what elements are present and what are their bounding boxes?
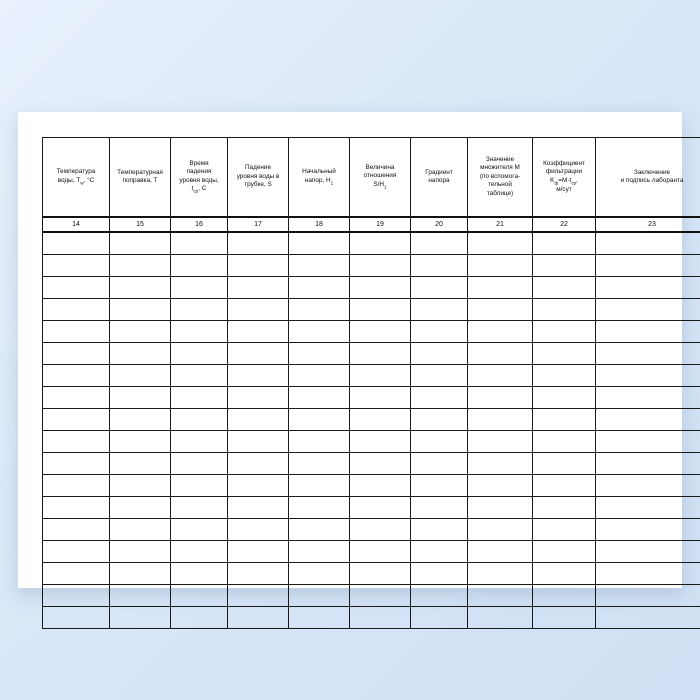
table-cell[interactable] [171,431,228,453]
table-cell[interactable] [596,519,700,541]
table-cell[interactable] [596,497,700,519]
table-cell[interactable] [171,519,228,541]
table-cell[interactable] [533,255,596,277]
table-row [43,343,700,365]
header-line: Заключение [633,168,671,176]
table-container [42,137,684,629]
table-cell[interactable] [596,607,700,629]
table-cell[interactable] [228,607,289,629]
table-cell[interactable] [350,299,411,321]
table-cell[interactable] [468,321,533,343]
table-cell[interactable] [350,409,411,431]
table-cell[interactable] [533,232,596,255]
table-row [43,365,700,387]
table-cell[interactable] [289,453,350,475]
table-cell[interactable] [468,541,533,563]
column-number-row [43,217,700,232]
table-cell[interactable] [43,585,110,607]
table-cell[interactable] [468,299,533,321]
table-cell[interactable] [468,365,533,387]
table-cell[interactable] [411,563,468,585]
table-cell[interactable] [350,497,411,519]
table-cell[interactable] [228,541,289,563]
table-cell[interactable] [468,563,533,585]
table-cell[interactable] [289,277,350,299]
table-cell[interactable] [228,409,289,431]
table-row [43,563,700,585]
table-cell[interactable] [596,299,700,321]
table-cell[interactable] [228,475,289,497]
table-row [43,431,700,453]
table-cell[interactable] [533,365,596,387]
table-cell[interactable] [411,607,468,629]
table-row [43,453,700,475]
table-cell[interactable] [43,321,110,343]
table-cell[interactable] [43,387,110,409]
table-cell[interactable] [350,519,411,541]
table-cell[interactable] [350,277,411,299]
table-cell[interactable] [468,232,533,255]
table-cell[interactable] [110,321,171,343]
table-cell[interactable] [228,232,289,255]
column-header-ratio [350,138,411,218]
table-cell[interactable] [110,299,171,321]
table-cell[interactable] [411,409,468,431]
table-cell[interactable] [411,497,468,519]
table-cell[interactable] [533,299,596,321]
table-cell[interactable] [228,431,289,453]
column-header-temperature-water [43,138,110,218]
table-cell[interactable] [533,519,596,541]
table-cell[interactable] [411,585,468,607]
table-cell[interactable] [411,453,468,475]
table-cell[interactable] [43,607,110,629]
table-row [43,299,700,321]
header-line: поправка, T [122,177,158,184]
table-cell[interactable] [171,541,228,563]
column-header-water-level-drop [228,138,289,218]
header-line: Градиент [425,168,453,176]
table-cell[interactable] [43,255,110,277]
table-cell[interactable] [350,232,411,255]
header-line: таблице) [486,189,514,197]
table-cell[interactable] [350,321,411,343]
table-cell[interactable] [596,387,700,409]
table-cell[interactable] [289,607,350,629]
table-cell[interactable] [43,519,110,541]
table-cell[interactable] [411,232,468,255]
header-line: уровня воды, [179,176,219,184]
table-cell[interactable] [468,387,533,409]
table-cell[interactable] [533,431,596,453]
table-cell[interactable] [596,409,700,431]
table-cell[interactable] [228,365,289,387]
table-cell[interactable] [289,321,350,343]
table-cell[interactable] [289,497,350,519]
header-line: Температурная [117,168,163,176]
table-cell[interactable] [43,431,110,453]
table-cell[interactable] [533,277,596,299]
table-cell[interactable] [596,365,700,387]
table-cell[interactable] [596,541,700,563]
table-cell[interactable] [228,497,289,519]
table-cell[interactable] [596,563,700,585]
header-line: Время [189,159,209,167]
table-cell[interactable] [228,563,289,585]
table-cell[interactable] [171,277,228,299]
table-cell[interactable] [411,475,468,497]
table-cell[interactable] [533,541,596,563]
table-cell[interactable] [110,607,171,629]
table-body [43,232,700,629]
table-cell[interactable] [110,232,171,255]
header-line: тельной [488,181,512,189]
column-number: 23 [596,217,700,232]
table-cell[interactable] [110,409,171,431]
table-cell[interactable] [411,299,468,321]
header-line: м/сут [556,185,572,193]
table-cell[interactable] [289,431,350,453]
table-cell[interactable] [468,497,533,519]
table-row [43,255,700,277]
table-cell[interactable] [596,277,700,299]
column-header-fall-time [171,138,228,218]
table-cell[interactable] [171,321,228,343]
table-cell[interactable] [468,277,533,299]
table-cell[interactable] [228,387,289,409]
table-cell[interactable] [411,541,468,563]
table-cell[interactable] [110,519,171,541]
table-cell[interactable] [289,563,350,585]
table-cell[interactable] [533,321,596,343]
table-cell[interactable] [228,321,289,343]
table-cell[interactable] [468,431,533,453]
table-cell[interactable] [289,343,350,365]
table-cell[interactable] [468,409,533,431]
table-cell[interactable] [350,431,411,453]
table-cell[interactable] [228,299,289,321]
header-line: Начальный [302,168,336,176]
filtration-log-table [42,137,700,629]
table-cell[interactable] [350,365,411,387]
table-cell[interactable] [533,563,596,585]
table-cell[interactable] [289,365,350,387]
table-cell[interactable] [43,475,110,497]
table-cell[interactable] [468,453,533,475]
table-cell[interactable] [171,232,228,255]
header-line: $t_{ср}$, C [191,185,207,194]
table-cell[interactable] [350,585,411,607]
column-number: 22 [533,217,596,232]
header-line: множителя M [480,164,520,172]
table-cell[interactable] [110,497,171,519]
table-cell[interactable] [411,365,468,387]
header-line: уровня воды в [236,172,280,180]
table-row [43,497,700,519]
table-cell[interactable] [350,607,411,629]
table-row [43,607,700,629]
table-cell[interactable] [289,519,350,541]
column-number: 14 [43,217,110,232]
table-cell[interactable] [596,585,700,607]
table-cell[interactable] [43,409,110,431]
table-cell[interactable] [171,409,228,431]
header-row [43,138,700,218]
header-line: (по вспомога- [479,172,521,180]
table-cell[interactable] [43,343,110,365]
table-cell[interactable] [411,255,468,277]
header-line: напора [428,177,450,184]
table-row [43,519,700,541]
table-cell[interactable] [468,255,533,277]
table-cell[interactable] [533,585,596,607]
table-head [43,138,700,233]
column-header-multiplier-m [468,138,533,218]
table-cell[interactable] [228,453,289,475]
table-cell[interactable] [171,343,228,365]
header-line: отношения [363,172,397,180]
table-cell[interactable] [110,277,171,299]
column-number: 17 [228,217,289,232]
table-cell[interactable] [411,277,468,299]
header-line: Значение [485,155,515,163]
table-cell[interactable] [596,343,700,365]
table-cell[interactable] [228,277,289,299]
table-cell[interactable] [171,585,228,607]
column-header-head-gradient [411,138,468,218]
table-cell[interactable] [533,343,596,365]
column-header-filtration-coefficient [533,138,596,218]
table-row [43,409,700,431]
table-cell[interactable] [110,343,171,365]
column-number: 21 [468,217,533,232]
table-cell[interactable] [596,453,700,475]
table-cell[interactable] [533,475,596,497]
table-cell[interactable] [228,585,289,607]
table-row [43,475,700,497]
table-cell[interactable] [411,343,468,365]
table-cell[interactable] [110,585,171,607]
table-cell[interactable] [350,475,411,497]
column-number: 20 [411,217,468,232]
table-cell[interactable] [43,541,110,563]
table-cell[interactable] [110,453,171,475]
table-row [43,585,700,607]
table-cell[interactable] [228,343,289,365]
table-cell[interactable] [533,453,596,475]
table-cell[interactable] [228,255,289,277]
column-number: 16 [171,217,228,232]
table-cell[interactable] [468,343,533,365]
table-cell[interactable] [171,563,228,585]
header-line: Падение [244,164,272,172]
table-cell[interactable] [468,585,533,607]
table-row [43,541,700,563]
table-cell[interactable] [43,232,110,255]
table-cell[interactable] [171,365,228,387]
table-cell[interactable] [110,387,171,409]
table-cell[interactable] [533,497,596,519]
table-cell[interactable] [110,563,171,585]
table-cell[interactable] [411,519,468,541]
table-cell[interactable] [171,453,228,475]
table-cell[interactable] [596,475,700,497]
column-header-temperature-correction [110,138,171,218]
table-cell[interactable] [289,475,350,497]
header-line: $S/H_1$ [373,180,387,190]
column-number: 18 [289,217,350,232]
header-line: и подпись лаборанта [620,177,684,184]
table-cell[interactable] [350,255,411,277]
table-cell[interactable] [171,497,228,519]
header-line: Температура [56,168,96,176]
table-cell[interactable] [350,453,411,475]
header-line: Коэффициент [543,159,585,167]
table-cell[interactable] [350,387,411,409]
table-cell[interactable] [350,541,411,563]
table-row [43,321,700,343]
table-cell[interactable] [411,387,468,409]
table-cell[interactable] [533,607,596,629]
table-cell[interactable] [533,409,596,431]
header-line: фильтрации [545,168,583,176]
table-cell[interactable] [289,409,350,431]
table-cell[interactable] [110,255,171,277]
table-cell[interactable] [43,277,110,299]
table-cell[interactable] [110,475,171,497]
table-row [43,277,700,299]
table-cell[interactable] [43,453,110,475]
table-cell[interactable] [110,431,171,453]
table-cell[interactable] [289,255,350,277]
table-cell[interactable] [289,299,350,321]
header-line: трубке, S [244,181,272,189]
header-line: напор, $H_1$ [304,176,334,185]
table-cell[interactable] [289,232,350,255]
table-cell[interactable] [411,321,468,343]
header-line: падения [186,168,212,176]
table-cell[interactable] [171,475,228,497]
table-cell[interactable] [171,387,228,409]
table-cell[interactable] [228,519,289,541]
column-number: 19 [350,217,411,232]
table-cell[interactable] [596,255,700,277]
table-cell[interactable] [468,519,533,541]
column-header-conclusion [596,138,700,218]
header-line: воды, $T_w$, °C [57,176,95,185]
table-row [43,232,700,255]
table-cell[interactable] [43,497,110,519]
table-cell[interactable] [533,387,596,409]
table-cell[interactable] [468,475,533,497]
table-cell[interactable] [43,563,110,585]
header-line: $K_ф=M\cdot t_{ср}$, [550,176,578,185]
table-cell[interactable] [43,365,110,387]
table-cell[interactable] [411,431,468,453]
table-cell[interactable] [171,607,228,629]
table-cell[interactable] [289,541,350,563]
table-cell[interactable] [171,299,228,321]
table-cell[interactable] [289,585,350,607]
table-cell[interactable] [596,431,700,453]
table-cell[interactable] [110,541,171,563]
table-cell[interactable] [110,365,171,387]
table-cell[interactable] [350,563,411,585]
header-line: Величина [365,163,395,171]
table-cell[interactable] [289,387,350,409]
table-row [43,387,700,409]
document-page [18,112,682,588]
table-cell[interactable] [171,255,228,277]
column-number: 15 [110,217,171,232]
table-cell[interactable] [350,343,411,365]
table-cell[interactable] [596,232,700,255]
table-cell[interactable] [43,299,110,321]
column-header-initial-head [289,138,350,218]
table-cell[interactable] [596,321,700,343]
table-cell[interactable] [468,607,533,629]
